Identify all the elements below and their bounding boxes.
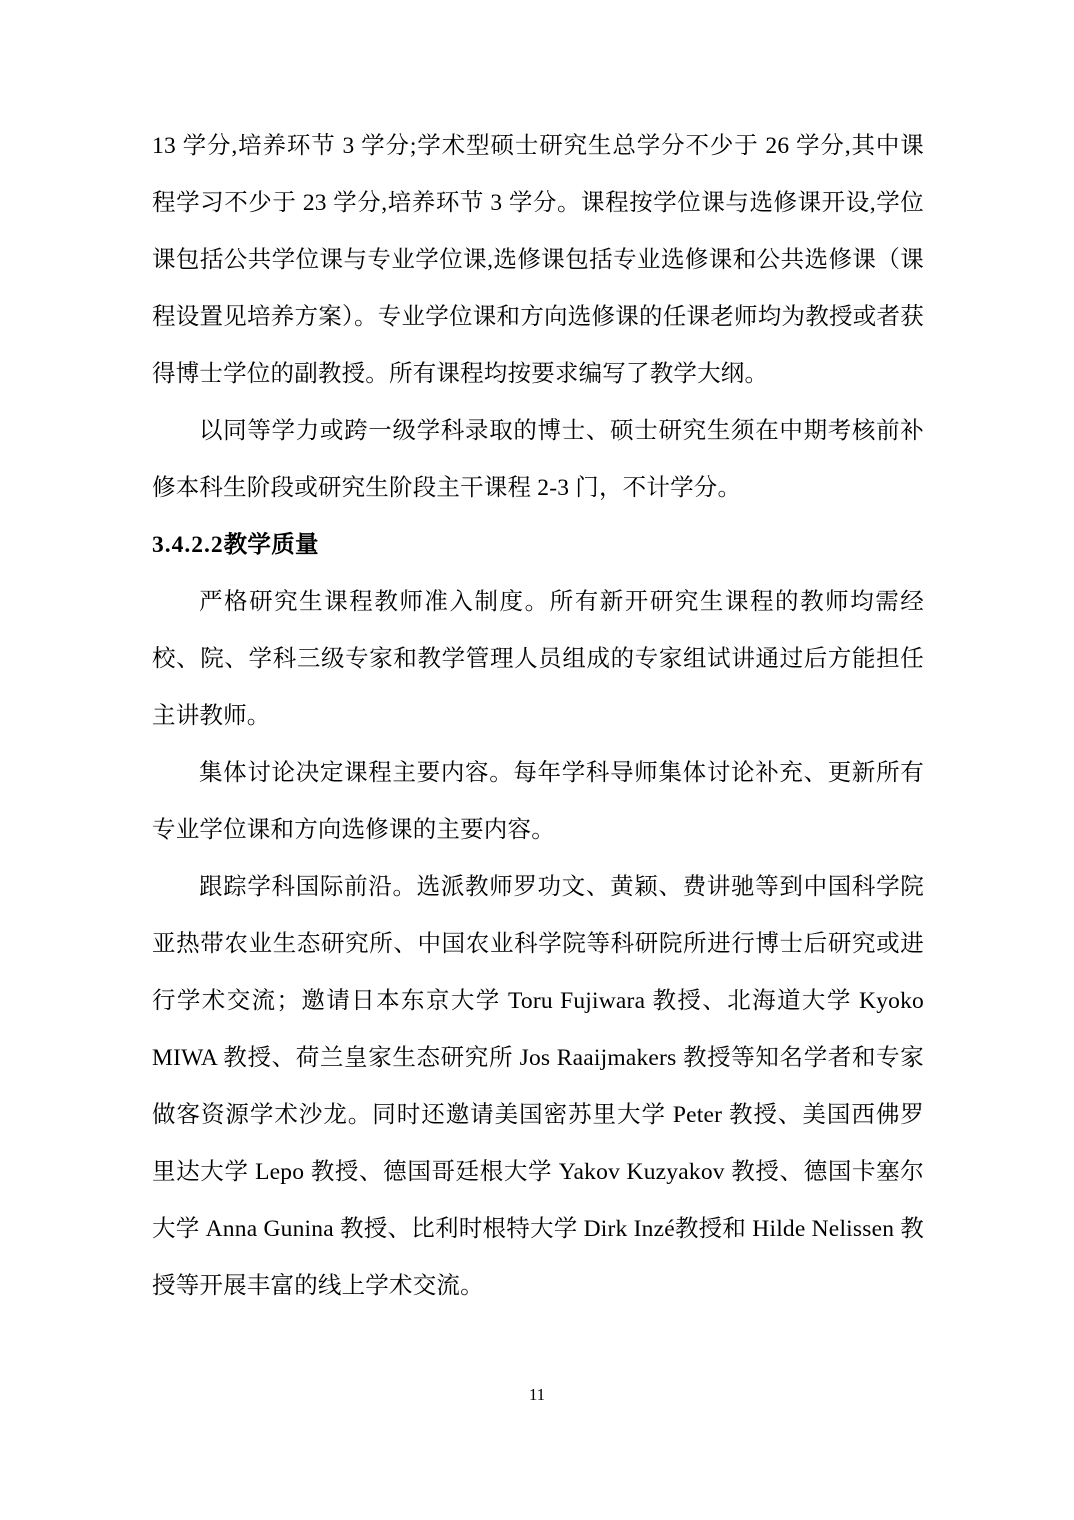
document-body — [152, 118, 924, 1315]
paragraph-credits: 13 学分,培养环节 3 学分;学术型硕士研究生总学分不少于 26 学分,其中课程学习不少于 23 学分,培养环节 3 学分。课程按学位课与选修课开设,学位课包括公共学位课与专业学位课,选修课包括专业选修课和公共选修课（课程设置见培养方案）。专业学位课和方向选修课的任课老师均为教授或者获得博士学位的副教授。所有课程均按要求编写了教学大纲。 — [152, 133, 924, 387]
section-heading-teaching-quality — [152, 517, 924, 574]
paragraph-group-discussion: 集体讨论决定课程主要内容。每年学科导师集体讨论补充、更新所有专业学位课和方向选修课的主要内容。 — [152, 760, 924, 843]
paragraph-teacher-admission: 严格研究生课程教师准入制度。所有新开研究生课程的教师均需经校、院、学科三级专家和教学管理人员组成的专家组试讲通过后方能担任主讲教师。 — [152, 589, 924, 729]
page-number: 11 — [528, 1385, 546, 1404]
section-title: 教学质量 — [223, 532, 319, 558]
paragraph-makeup-courses: 以同等学力或跨一级学科录取的博士、硕士研究生须在中期考核前补修本科生阶段或研究生阶段主干课程 2-3 门，不计学分。 — [152, 418, 924, 501]
paragraph-international-frontier: 跟踪学科国际前沿。选派教师罗功文、黄颖、费讲驰等到中国科学院亚热带农业生态研究所、中国农业科学院等科研院所进行博士后研究或进行学术交流；邀请日本东京大学 Toru Fujiwara 教授、北海道大学 Kyoko MIWA 教授、荷兰皇家生态研究所 Jos Raaijmakers 教授等知名学者和专家做客资源学术沙龙。同时还邀请美国密苏里大学 Peter 教授、美国西佛罗里达大学 Lepo 教授、德国哥廷根大学 Yakov Kuzyakov 教授、德国卡塞尔大学 Anna Gunina 教授、比利时根特大学 Dirk Inzé教授和 Hilde Nelissen 教授等开展丰富的线上学术交流。 — [152, 874, 924, 1299]
section-number: 3.4.2.2 — [152, 532, 224, 558]
